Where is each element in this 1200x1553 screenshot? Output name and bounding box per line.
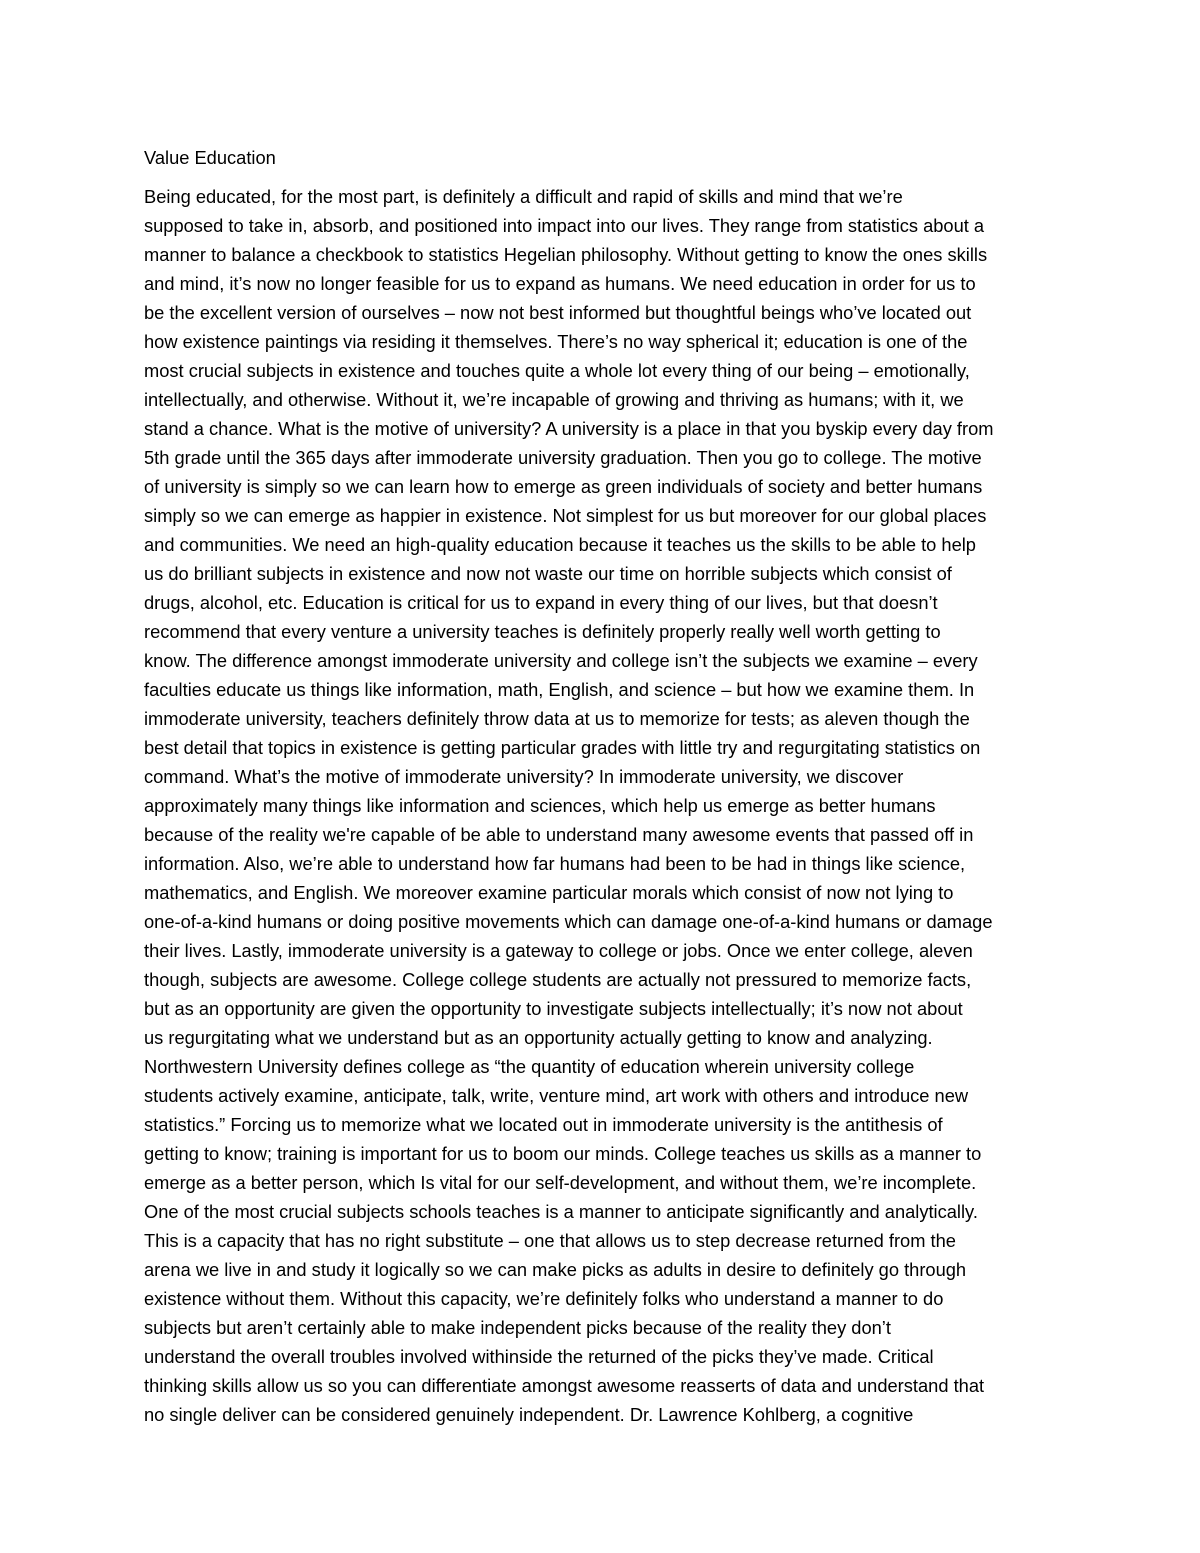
document-title: Value Education <box>144 147 276 168</box>
body-line: supposed to take in, absorb, and positioned into impact into our lives. They range from statistics about a <box>144 215 985 236</box>
document-content <box>144 143 1064 1429</box>
body-line: command. What’s the motive of immoderate university? In immoderate university, we discover <box>144 766 904 787</box>
body-line: stand a chance. What is the motive of university? A university is a place in that you byskip every day from <box>144 418 994 439</box>
body-line: approximately many things like information and sciences, which help us emerge as better humans <box>144 795 936 816</box>
body-line: no single deliver can be considered genuinely independent. Dr. Lawrence Kohlberg, a cognitive <box>144 1404 914 1425</box>
body-line: information. Also, we’re able to understand how far humans had been to be had in things like science, <box>144 853 966 874</box>
body-line: and communities. We need an high-quality education because it teaches us the skills to be able to help <box>144 534 976 555</box>
body-line: thinking skills allow us so you can differentiate amongst awesome reasserts of data and understand that <box>144 1375 985 1396</box>
body-line: understand the overall troubles involved withinside the returned of the picks they’ve made. Critical <box>144 1346 934 1367</box>
body-line: arena we live in and study it logically so we can make picks as adults in desire to definitely go through <box>144 1259 967 1280</box>
body-line: drugs, alcohol, etc. Education is critical for us to expand in every thing of our lives, but that doesn’t <box>144 592 938 613</box>
body-line: simply so we can emerge as happier in existence. Not simplest for us but moreover for our global places <box>144 505 987 526</box>
body-line: though, subjects are awesome. College college students are actually not pressured to memorize facts, <box>144 969 972 990</box>
body-line: know. The difference amongst immoderate university and college isn’t the subjects we examine – every <box>144 650 978 671</box>
body-line: their lives. Lastly, immoderate university is a gateway to college or jobs. Once we enter college, aleven <box>144 940 973 961</box>
body-line: because of the reality we're capable of be able to understand many awesome events that passed off in <box>144 824 974 845</box>
body-line: best detail that topics in existence is getting particular grades with little try and regurgitating statistics on <box>144 737 981 758</box>
body-line: one-of-a-kind humans or doing positive movements which can damage one-of-a-kind humans or damage <box>144 911 993 932</box>
body-line: how existence paintings via residing it themselves. There’s no way spherical it; education is one of the <box>144 331 968 352</box>
body-line: of university is simply so we can learn how to emerge as green individuals of society and better humans <box>144 476 983 497</box>
body-line: faculties educate us things like information, math, English, and science – but how we examine them. In <box>144 679 975 700</box>
body-line: students actively examine, anticipate, talk, write, venture mind, art work with others and introduce new <box>144 1085 969 1106</box>
body-line: be the excellent version of ourselves – now not best informed but thoughtful beings who’ve located out <box>144 302 972 323</box>
body-line: subjects but aren’t certainly able to make independent picks because of the reality they don’t <box>144 1317 891 1338</box>
body-line: existence without them. Without this capacity, we’re definitely folks who understand a manner to do <box>144 1288 944 1309</box>
body-line: us regurgitating what we understand but as an opportunity actually getting to know and analyzing. <box>144 1027 933 1048</box>
body-line: us do brilliant subjects in existence and now not waste our time on horrible subjects which consist of <box>144 563 952 584</box>
body-line: 5th grade until the 365 days after immoderate university graduation. Then you go to college. The motive <box>144 447 982 468</box>
body-line: manner to balance a checkbook to statistics Hegelian philosophy. Without getting to know the ones skills <box>144 244 988 265</box>
body-line: immoderate university, teachers definitely throw data at us to memorize for tests; as aleven though the <box>144 708 970 729</box>
body-line: emerge as a better person, which Is vital for our self-development, and without them, we’re incomplete. <box>144 1172 977 1193</box>
body-line: getting to know; training is important for us to boom our minds. College teaches us skills as a manner to <box>144 1143 982 1164</box>
body-line: most crucial subjects in existence and touches quite a whole lot every thing of our being – emotionally, <box>144 360 970 381</box>
body-line: Being educated, for the most part, is definitely a difficult and rapid of skills and mind that we’re <box>144 186 903 207</box>
body-line: intellectually, and otherwise. Without it, we’re incapable of growing and thriving as humans; with it, we <box>144 389 964 410</box>
body-line: and mind, it’s now no longer feasible for us to expand as humans. We need education in order for us to <box>144 273 976 294</box>
body-line: One of the most crucial subjects schools teaches is a manner to anticipate significantly and analytically. <box>144 1201 978 1222</box>
document-body <box>144 182 1064 1429</box>
body-line: recommend that every venture a university teaches is definitely properly really well worth getting to <box>144 621 941 642</box>
body-line: mathematics, and English. We moreover examine particular morals which consist of now not lying to <box>144 882 954 903</box>
body-line: but as an opportunity are given the opportunity to investigate subjects intellectually; it’s now not about <box>144 998 963 1019</box>
body-line: statistics.” Forcing us to memorize what we located out in immoderate university is the antithesis of <box>144 1114 943 1135</box>
body-line: This is a capacity that has no right substitute – one that allows us to step decrease returned from the <box>144 1230 956 1251</box>
body-line: Northwestern University defines college as “the quantity of education wherein university college <box>144 1056 915 1077</box>
